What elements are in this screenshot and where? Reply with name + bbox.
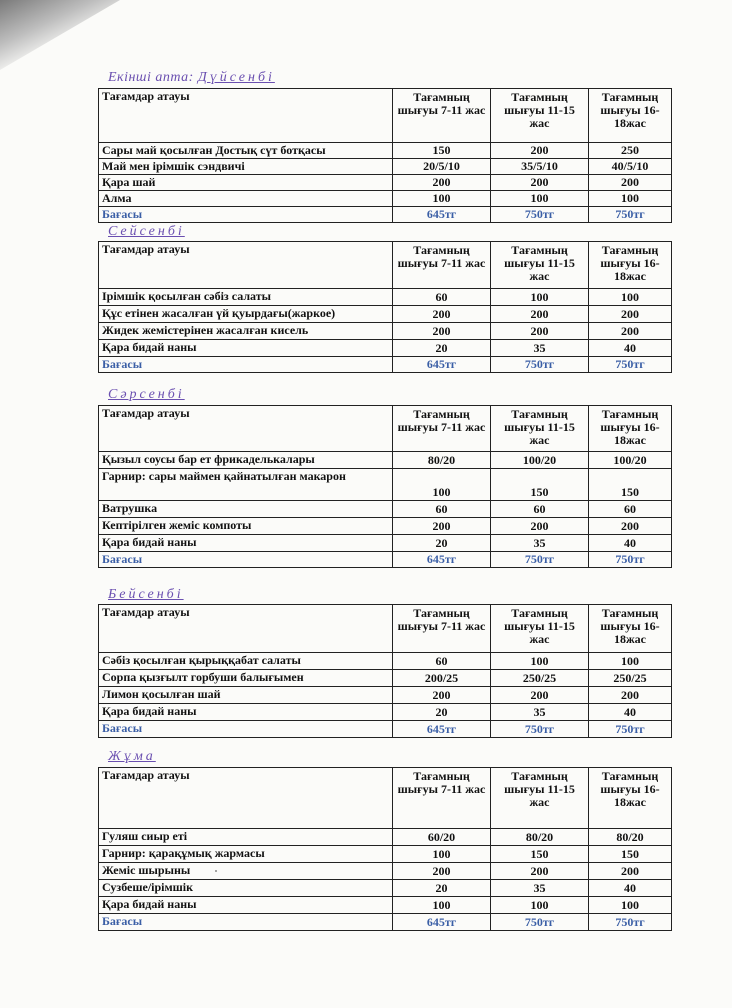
portion-value: 40/5/10 bbox=[589, 159, 672, 175]
menu-table bbox=[98, 767, 672, 931]
dish-name: Ірімшік қосылған сәбіз салаты bbox=[99, 289, 393, 306]
table-row bbox=[99, 518, 672, 535]
portion-value: 60 bbox=[393, 501, 491, 518]
portion-value: 200 bbox=[589, 687, 672, 704]
scan-corner-shadow bbox=[0, 0, 120, 70]
portion-value: 20/5/10 bbox=[393, 159, 491, 175]
dish-name: Сузбеше/ірімшік bbox=[99, 880, 393, 897]
portion-value: 200 bbox=[491, 687, 589, 704]
dish-name: Гарнир: қарақұмық жармасы bbox=[99, 846, 393, 863]
table-row bbox=[99, 829, 672, 846]
price-value: 750тг bbox=[589, 357, 672, 373]
portion-value: 150 bbox=[589, 469, 672, 501]
dish-name: Құс етінен жасалған үй қуырдағы(жаркое) bbox=[99, 306, 393, 323]
price-label: Бағасы bbox=[99, 552, 393, 568]
portion-value: 200 bbox=[393, 306, 491, 323]
price-value: 645тг bbox=[393, 914, 491, 931]
day-title bbox=[108, 587, 184, 603]
header-portion-col: Тағамның шығуы 16-18жас bbox=[589, 89, 672, 143]
portion-value: 20 bbox=[393, 535, 491, 552]
week-label: Екінші апта: bbox=[108, 70, 194, 85]
header-portion-col: Тағамның шығуы 16-18жас bbox=[589, 406, 672, 452]
day-name: Бейсенбі bbox=[108, 587, 184, 602]
table-row bbox=[99, 653, 672, 670]
table-row bbox=[99, 863, 672, 880]
day-title bbox=[108, 749, 156, 765]
dish-name: Май мен ірімшік сэндвичі bbox=[99, 159, 393, 175]
portion-value: 200 bbox=[491, 306, 589, 323]
portion-value: 200/25 bbox=[393, 670, 491, 687]
price-row bbox=[99, 721, 672, 738]
table-row bbox=[99, 289, 672, 306]
portion-value: 100 bbox=[491, 191, 589, 207]
table-row bbox=[99, 535, 672, 552]
portion-value: 200 bbox=[393, 323, 491, 340]
price-row bbox=[99, 207, 672, 223]
portion-value: 80/20 bbox=[393, 452, 491, 469]
price-value: 750тг bbox=[589, 552, 672, 568]
portion-value: 250/25 bbox=[491, 670, 589, 687]
portion-value: 200 bbox=[393, 518, 491, 535]
portion-value: 35 bbox=[491, 535, 589, 552]
dish-name: Сәбіз қосылған қырыққабат салаты bbox=[99, 653, 393, 670]
header-dish-name: Тағамдар атауы bbox=[99, 768, 393, 829]
portion-value: 80/20 bbox=[589, 829, 672, 846]
header-portion-col: Тағамның шығуы 11-15 жас bbox=[491, 768, 589, 829]
table-row bbox=[99, 452, 672, 469]
portion-value: 40 bbox=[589, 704, 672, 721]
header-portion-col: Тағамның шығуы 7-11 жас bbox=[393, 605, 491, 653]
portion-value: 20 bbox=[393, 704, 491, 721]
portion-value: 150 bbox=[491, 469, 589, 501]
portion-value: 35 bbox=[491, 340, 589, 357]
table-row bbox=[99, 846, 672, 863]
portion-value: 40 bbox=[589, 340, 672, 357]
portion-value: 100 bbox=[393, 846, 491, 863]
price-value: 750тг bbox=[491, 207, 589, 223]
portion-value: 200 bbox=[491, 518, 589, 535]
portion-value: 200 bbox=[589, 323, 672, 340]
portion-value: 200 bbox=[491, 175, 589, 191]
header-portion-col: Тағамның шығуы 16-18жас bbox=[589, 768, 672, 829]
portion-value: 200 bbox=[589, 175, 672, 191]
portion-value: 100 bbox=[589, 289, 672, 306]
portion-value: 100 bbox=[393, 469, 491, 501]
day-name: Сәрсенбі bbox=[108, 387, 185, 402]
portion-value: 200 bbox=[589, 306, 672, 323]
header-row bbox=[99, 605, 672, 653]
dish-name: Қара бидай наны bbox=[99, 704, 393, 721]
portion-value: 200 bbox=[491, 323, 589, 340]
day-title bbox=[108, 387, 185, 403]
portion-value: 60 bbox=[589, 501, 672, 518]
header-portion-col: Тағамның шығуы 16-18жас bbox=[589, 242, 672, 289]
dish-name: Лимон қосылған шай bbox=[99, 687, 393, 704]
price-label: Бағасы bbox=[99, 207, 393, 223]
header-dish-name: Тағамдар атауы bbox=[99, 605, 393, 653]
header-row bbox=[99, 242, 672, 289]
header-row bbox=[99, 406, 672, 452]
table-row bbox=[99, 670, 672, 687]
table-row bbox=[99, 323, 672, 340]
header-portion-col: Тағамның шығуы 7-11 жас bbox=[393, 89, 491, 143]
dish-name: Қызыл соусы бар ет фрикаделькалары bbox=[99, 452, 393, 469]
portion-value: 100/20 bbox=[589, 452, 672, 469]
table-row bbox=[99, 191, 672, 207]
price-label: Бағасы bbox=[99, 357, 393, 373]
table-row bbox=[99, 687, 672, 704]
day-name: Жұма bbox=[108, 749, 156, 764]
portion-value: 200 bbox=[491, 143, 589, 159]
portion-value: 20 bbox=[393, 340, 491, 357]
dish-name: Қара шай bbox=[99, 175, 393, 191]
table-row bbox=[99, 469, 672, 501]
day-title bbox=[108, 224, 185, 240]
price-value: 750тг bbox=[589, 207, 672, 223]
day-title bbox=[108, 70, 275, 86]
price-label: Бағасы bbox=[99, 721, 393, 738]
portion-value: 100 bbox=[491, 289, 589, 306]
table-row bbox=[99, 175, 672, 191]
portion-value: 100 bbox=[393, 191, 491, 207]
portion-value: 35/5/10 bbox=[491, 159, 589, 175]
portion-value: 200 bbox=[589, 863, 672, 880]
day-name: Дүйсенбі bbox=[197, 70, 275, 85]
portion-value: 35 bbox=[491, 880, 589, 897]
portion-value: 150 bbox=[393, 143, 491, 159]
table-row bbox=[99, 306, 672, 323]
dish-name: Ватрушка bbox=[99, 501, 393, 518]
portion-value: 250/25 bbox=[589, 670, 672, 687]
header-portion-col: Тағамның шығуы 11-15 жас bbox=[491, 605, 589, 653]
dish-name: Жидек жемістерінен жасалған кисель bbox=[99, 323, 393, 340]
price-value: 645тг bbox=[393, 721, 491, 738]
price-value: 750тг bbox=[491, 552, 589, 568]
portion-value: 100 bbox=[589, 897, 672, 914]
portion-value: 60/20 bbox=[393, 829, 491, 846]
portion-value: 100/20 bbox=[491, 452, 589, 469]
portion-value: 60 bbox=[491, 501, 589, 518]
portion-value: 200 bbox=[491, 863, 589, 880]
price-value: 750тг bbox=[491, 914, 589, 931]
header-portion-col: Тағамның шығуы 11-15 жас bbox=[491, 242, 589, 289]
price-value: 645тг bbox=[393, 357, 491, 373]
price-row bbox=[99, 357, 672, 373]
price-value: 750тг bbox=[491, 357, 589, 373]
dish-name: Қара бидай наны bbox=[99, 897, 393, 914]
header-row bbox=[99, 89, 672, 143]
portion-value: 40 bbox=[589, 535, 672, 552]
dish-name: Қара бидай наны bbox=[99, 340, 393, 357]
portion-value: 35 bbox=[491, 704, 589, 721]
menu-table bbox=[98, 604, 672, 738]
portion-value: 200 bbox=[393, 175, 491, 191]
header-row bbox=[99, 768, 672, 829]
portion-value: 250 bbox=[589, 143, 672, 159]
day-name: Сейсенбі bbox=[108, 224, 185, 239]
portion-value: 200 bbox=[393, 863, 491, 880]
menu-table bbox=[98, 405, 672, 568]
price-label: Бағасы bbox=[99, 914, 393, 931]
portion-value: 40 bbox=[589, 880, 672, 897]
header-portion-col: Тағамның шығуы 16-18жас bbox=[589, 605, 672, 653]
portion-value: 150 bbox=[589, 846, 672, 863]
menu-table bbox=[98, 88, 672, 223]
portion-value: 100 bbox=[491, 653, 589, 670]
dish-name: Гуляш сиыр еті bbox=[99, 829, 393, 846]
header-dish-name: Тағамдар атауы bbox=[99, 406, 393, 452]
table-row bbox=[99, 880, 672, 897]
header-portion-col: Тағамның шығуы 7-11 жас bbox=[393, 768, 491, 829]
price-row bbox=[99, 914, 672, 931]
table-row bbox=[99, 340, 672, 357]
dish-name: Қара бидай наны bbox=[99, 535, 393, 552]
header-dish-name: Тағамдар атауы bbox=[99, 242, 393, 289]
portion-value: 80/20 bbox=[491, 829, 589, 846]
menu-table bbox=[98, 241, 672, 373]
price-row bbox=[99, 552, 672, 568]
dish-name: Сорпа қызғылт горбуши балығымен bbox=[99, 670, 393, 687]
price-value: 750тг bbox=[589, 721, 672, 738]
price-value: 750тг bbox=[491, 721, 589, 738]
header-portion-col: Тағамның шығуы 11-15 жас bbox=[491, 89, 589, 143]
table-row bbox=[99, 897, 672, 914]
portion-value: 60 bbox=[393, 289, 491, 306]
portion-value: 100 bbox=[589, 653, 672, 670]
table-row bbox=[99, 704, 672, 721]
dish-name: Жеміс шырыны bbox=[99, 863, 393, 880]
portion-value: 20 bbox=[393, 880, 491, 897]
portion-value: 100 bbox=[589, 191, 672, 207]
portion-value: 150 bbox=[491, 846, 589, 863]
portion-value: 100 bbox=[491, 897, 589, 914]
price-value: 645тг bbox=[393, 207, 491, 223]
header-portion-col: Тағамның шығуы 7-11 жас bbox=[393, 406, 491, 452]
header-dish-name: Тағамдар атауы bbox=[99, 89, 393, 143]
dish-name: Алма bbox=[99, 191, 393, 207]
table-row bbox=[99, 501, 672, 518]
header-portion-col: Тағамның шығуы 11-15 жас bbox=[491, 406, 589, 452]
portion-value: 60 bbox=[393, 653, 491, 670]
dish-name: Гарнир: сары маймен қайнатылған макарон bbox=[99, 469, 393, 501]
price-value: 750тг bbox=[589, 914, 672, 931]
table-row bbox=[99, 159, 672, 175]
dish-name: Кептірілген жеміс компоты bbox=[99, 518, 393, 535]
dish-name: Сары май қосылған Достық сүт ботқасы bbox=[99, 143, 393, 159]
price-value: 645тг bbox=[393, 552, 491, 568]
header-portion-col: Тағамның шығуы 7-11 жас bbox=[393, 242, 491, 289]
table-row bbox=[99, 143, 672, 159]
portion-value: 200 bbox=[589, 518, 672, 535]
portion-value: 100 bbox=[393, 897, 491, 914]
portion-value: 200 bbox=[393, 687, 491, 704]
